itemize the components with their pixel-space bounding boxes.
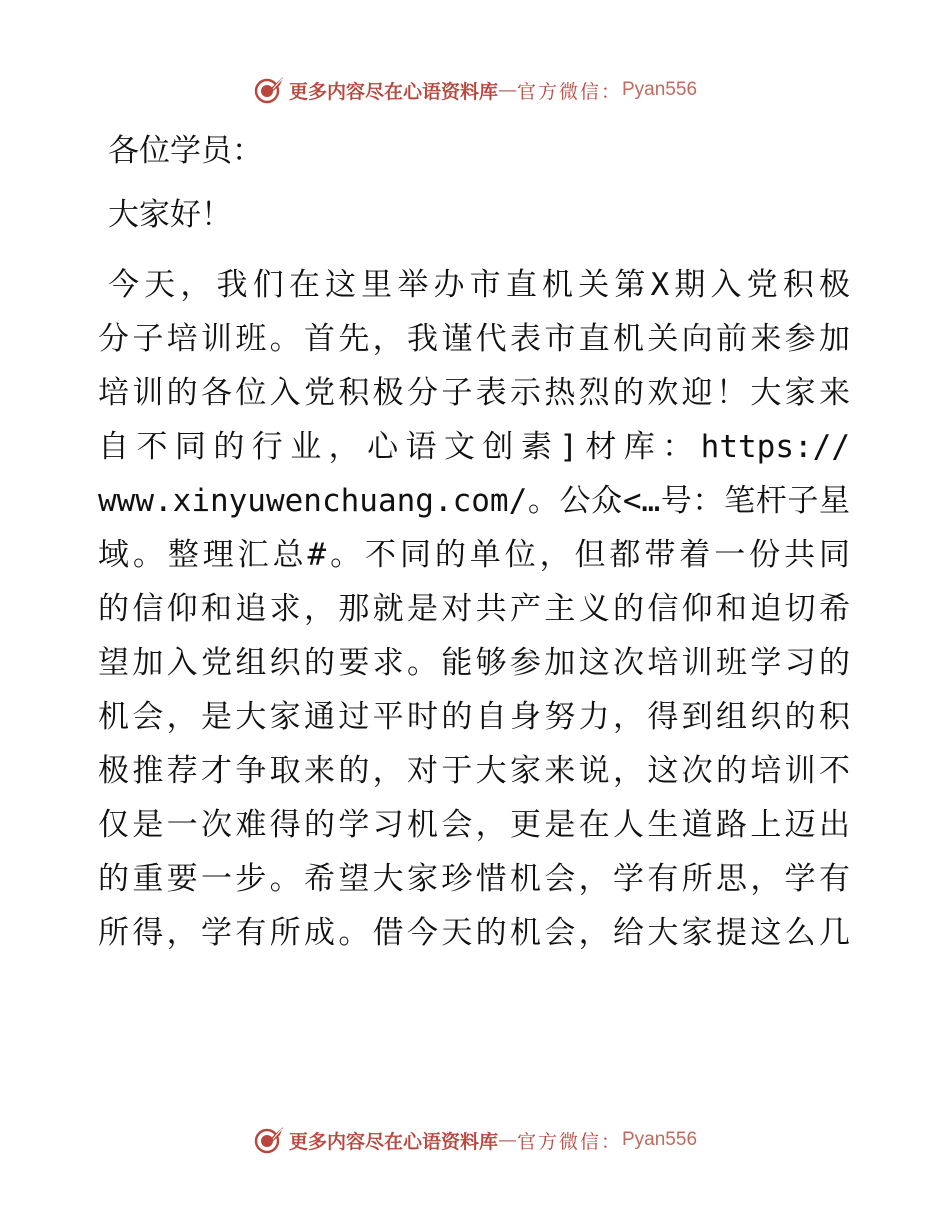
paragraph-line: 极推荐才争取来的，对于大家来说，这次的培训不 [98,753,850,789]
quill-pen-logo-icon [253,1124,285,1156]
watermark-separator: — [497,79,517,101]
paragraph-line: 分子培训班。首先，我谨代表市直机关向前来参加 [98,321,850,357]
watermark-main-text: 更多内容尽在心语资料库 [288,1130,498,1153]
watermark-wechat-id: Pyan556 [622,1129,698,1150]
paragraph-line: 望加入党组织的要求。能够参加这次培训班学习的 [98,645,850,681]
paragraph-line: 培训的各位入党积极分子表示热烈的欢迎！大家来 [98,375,850,411]
paragraph-line: 自不同的行业，心语文创素]材库：https:// [98,429,850,465]
watermark-main-text: 更多内容尽在心语资料库 [288,80,498,103]
paragraph-line: 的信仰和追求，那就是对共产主义的信仰和迫切希 [98,591,850,627]
header-watermark [0,74,950,106]
greeting: 大家好！ [108,197,232,233]
document-body [98,124,850,960]
paragraph-line: 今天，我们在这里举办市直机关第X期入党积极 [108,267,850,303]
watermark-separator: — [497,1129,517,1151]
watermark-wechat-id: Pyan556 [622,79,698,100]
quill-pen-logo-icon [253,74,285,106]
paragraph-line: 机会，是大家通过平时的自身努力，得到组织的积 [98,699,850,735]
footer-watermark [0,1124,950,1156]
salutation: 各位学员： [108,133,263,169]
paragraph-line: 域。整理汇总#。不同的单位，但都带着一份共同 [98,537,850,573]
watermark-sub-text: 官方微信： [516,1130,622,1153]
watermark-sub-text: 官方微信： [516,80,622,103]
paragraph-line: 所得，学有所成。借今天的机会，给大家提这么几 [98,915,850,951]
paragraph-line: 仅是一次难得的学习机会，更是在人生道路上迈出 [98,807,850,843]
paragraph-line: 的重要一步。希望大家珍惜机会，学有所思，学有 [98,861,850,897]
paragraph-line: www.xinyuwenchuang.com/。公众<…号：笔杆子星 [98,483,850,519]
